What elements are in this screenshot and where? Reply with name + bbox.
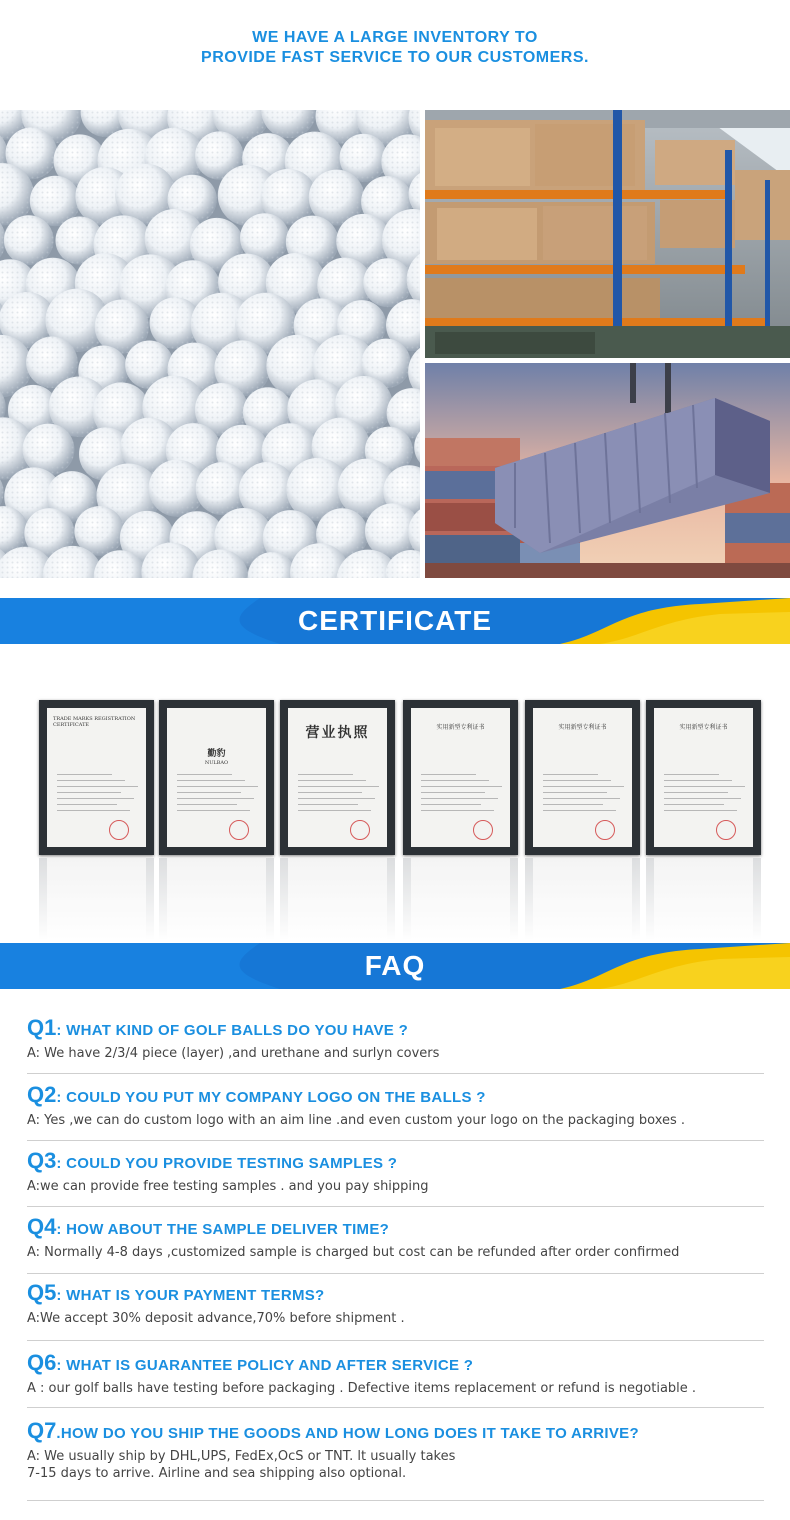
faq-divider — [27, 1073, 764, 1074]
certificate-document — [288, 708, 387, 847]
golf-ball-dimples — [4, 215, 54, 265]
certificate-text-line — [664, 798, 741, 799]
certificate-reflection — [525, 858, 640, 940]
certificate-text-line — [543, 810, 616, 811]
faq-answer-line: A:we can provide free testing samples . and you pay shipping — [27, 1179, 429, 1194]
certificate-text-line — [177, 774, 232, 775]
faq-question-number: Q1 — [27, 1015, 57, 1040]
faq-question — [27, 1418, 767, 1444]
faq-question — [27, 1280, 767, 1306]
red-seal-icon — [229, 820, 249, 840]
certificate-reflection — [39, 858, 154, 940]
certificate-frame — [525, 700, 640, 855]
certificate-text-line — [298, 798, 375, 799]
faq-answer-line: 7-15 days to arrive. Airline and sea shipping also optional. — [27, 1466, 407, 1481]
faq-question-text: : WHAT IS GUARANTEE POLICY AND AFTER SERVICE ? — [56, 1357, 474, 1374]
certificate-text-line — [543, 804, 603, 805]
certificate-text-line — [177, 810, 250, 811]
certificate-heading: CERTIFICATE — [297, 605, 493, 636]
faq-divider — [27, 1407, 764, 1408]
faq-question-text: : COULD YOU PROVIDE TESTING SAMPLES ? — [56, 1155, 398, 1172]
faq-question — [27, 1148, 767, 1174]
faq-item — [27, 1214, 767, 1261]
faq-question-text: : WHAT IS YOUR PAYMENT TERMS? — [56, 1287, 325, 1304]
faq-item — [27, 1350, 767, 1397]
certificate-text-line — [57, 774, 112, 775]
certificate-frame — [280, 700, 395, 855]
certificate-text-line — [177, 804, 237, 805]
certificate-text-line — [664, 804, 724, 805]
faq-divider — [27, 1500, 764, 1501]
certificate-text-line — [298, 780, 366, 781]
shipping-container-photo — [425, 363, 790, 578]
certificate-text-line — [57, 786, 138, 787]
certificate-text-line — [664, 780, 732, 781]
faq-item — [27, 1280, 767, 1327]
certificate-title: 营业执照 — [305, 725, 370, 741]
certificate-text-line — [57, 780, 125, 781]
faq-question-text: : HOW ABOUT THE SAMPLE DELIVER TIME? — [56, 1221, 390, 1238]
faq-question-text: .HOW DO YOU SHIP THE GOODS AND HOW LONG DOES IT TAKE TO ARRIVE? — [56, 1425, 639, 1442]
certificate-frame — [403, 700, 518, 855]
certificate-text-line — [664, 786, 745, 787]
certificate-text-line — [421, 804, 481, 805]
certificate-text-line — [421, 780, 489, 781]
faq-divider — [27, 1340, 764, 1341]
certificate-title: 实用新型专利证书 — [558, 724, 607, 731]
certificate-reflection-paper — [411, 858, 510, 940]
certificate-text-line — [543, 792, 607, 793]
certificate-reflection — [159, 858, 274, 940]
certificate-subtitle: NULBAO — [204, 760, 229, 766]
certificate-text-line — [421, 786, 502, 787]
faq-answer-line: A:We accept 30% deposit advance,70% before shipment . — [27, 1311, 405, 1326]
certificate-text-line — [177, 786, 258, 787]
faq-item — [27, 1148, 767, 1195]
certificate-reflection-paper — [167, 858, 266, 940]
faq-banner — [0, 943, 790, 989]
certificate-text-line — [177, 792, 241, 793]
faq-item — [27, 1418, 767, 1482]
faq-question-number: Q6 — [27, 1350, 57, 1375]
certificate-text-line — [543, 774, 598, 775]
red-seal-icon — [350, 820, 370, 840]
faq-item — [27, 1082, 767, 1129]
red-seal-icon — [109, 820, 129, 840]
red-seal-icon — [473, 820, 493, 840]
certificate-title: TRADE MARKS REGISTRATION CERTIFICATE — [53, 716, 136, 728]
certificate-text-line — [421, 792, 485, 793]
certificate-document — [47, 708, 146, 847]
faq-divider — [27, 1273, 764, 1274]
certificate-text-line — [664, 810, 737, 811]
certificate-text-line — [298, 810, 371, 811]
certificate-text-line — [298, 804, 358, 805]
certificate-text-line — [543, 786, 624, 787]
certificate-text-line — [298, 786, 379, 787]
faq-question — [27, 1350, 767, 1376]
faq-answer — [27, 1310, 767, 1327]
faq-question — [27, 1214, 767, 1240]
faq-answer-line: A: We usually ship by DHL,UPS, FedEx,OcS or TNT. lt usually takes — [27, 1449, 456, 1464]
certificate-title: 实用新型专利证书 — [436, 724, 485, 731]
certificate-title: 勤豹 — [207, 749, 226, 759]
faq-answer — [27, 1244, 767, 1261]
faq-answer-line: A : our golf balls have testing before packaging . Defective items replacement or refund is negotiable . — [27, 1381, 697, 1396]
certificate-reflection-paper — [47, 858, 146, 940]
certificate-document — [654, 708, 753, 847]
faq-question — [27, 1082, 767, 1108]
faq-question-text: : COULD YOU PUT MY COMPANY LOGO ON THE BALLS ? — [56, 1089, 486, 1106]
warehouse-shelves-photo — [425, 110, 790, 358]
certificate-text-line — [298, 774, 353, 775]
faq-question-text: : WHAT KIND OF GOLF BALLS DO YOU HAVE ? — [56, 1022, 409, 1039]
certificate-text-line — [664, 774, 719, 775]
page-heading — [0, 28, 790, 68]
certificate-text-line — [664, 792, 728, 793]
faq-answer — [27, 1178, 767, 1195]
faq-answer — [27, 1045, 767, 1062]
certificate-banner — [0, 598, 790, 644]
certificate-reflection — [403, 858, 518, 940]
golf-balls-illustration — [0, 110, 420, 578]
faq-question-number: Q4 — [27, 1214, 57, 1239]
golf-balls-photo — [0, 110, 420, 578]
golf-ball-dimples — [363, 258, 412, 307]
faq-answer-line: A: Yes ,we can do custom logo with an aim line .and even custom your logo on the packaging boxes . — [27, 1113, 686, 1128]
certificate-text-line — [57, 804, 117, 805]
faq-divider — [27, 1206, 764, 1207]
certificate-text-line — [177, 780, 245, 781]
heading-line-1: WE HAVE A LARGE INVENTORY TO — [252, 29, 538, 46]
faq-question — [27, 1015, 767, 1041]
certificate-reflection-paper — [288, 858, 387, 940]
certificate-document — [411, 708, 510, 847]
certificate-text-line — [421, 798, 498, 799]
certificate-text-line — [543, 798, 620, 799]
faq-question-number: Q3 — [27, 1148, 57, 1173]
faq-answer — [27, 1380, 767, 1397]
certificate-text-line — [57, 798, 134, 799]
certificate-text-line — [177, 798, 254, 799]
faq-heading: FAQ — [364, 950, 426, 981]
faq-question-number: Q7 — [27, 1418, 57, 1443]
heading-line-2: PROVIDE FAST SERVICE TO OUR CUSTOMERS. — [201, 49, 589, 66]
certificate-text-line — [421, 774, 476, 775]
faq-answer — [27, 1448, 767, 1482]
certificate-frame — [159, 700, 274, 855]
faq-item — [27, 1015, 767, 1062]
faq-divider — [27, 1140, 764, 1141]
certificate-reflection — [646, 858, 761, 940]
faq-question-number: Q5 — [27, 1280, 57, 1305]
red-seal-icon — [716, 820, 736, 840]
certificate-reflection-paper — [654, 858, 753, 940]
certificate-text-line — [298, 792, 362, 793]
faq-question-number: Q2 — [27, 1082, 57, 1107]
certificate-title: 实用新型专利证书 — [679, 724, 728, 731]
certificate-reflection — [280, 858, 395, 940]
certificate-document — [167, 708, 266, 847]
red-seal-icon — [595, 820, 615, 840]
certificate-text-line — [57, 792, 121, 793]
certificate-text-line — [543, 780, 611, 781]
certificate-text-line — [57, 810, 130, 811]
faq-answer — [27, 1112, 767, 1129]
certificate-reflection-paper — [533, 858, 632, 940]
faq-answer-line: A: Normally 4-8 days ,customized sample is charged but cost can be refunded after order confirmed — [27, 1245, 680, 1260]
certificate-document — [533, 708, 632, 847]
certificate-text-line — [421, 810, 494, 811]
faq-answer-line: A: We have 2/3/4 piece (layer) ,and urethane and surlyn covers — [27, 1046, 440, 1061]
certificate-frame — [39, 700, 154, 855]
certificate-frame — [646, 700, 761, 855]
